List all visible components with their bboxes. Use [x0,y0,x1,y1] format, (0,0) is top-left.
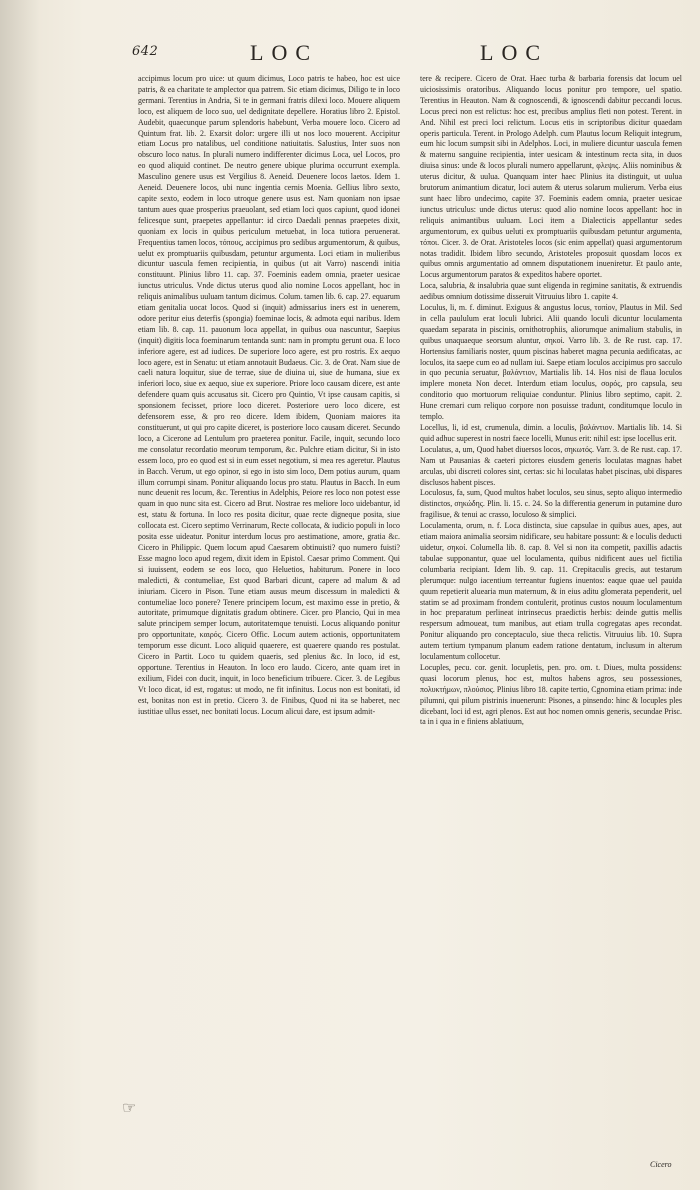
entry-locus-continued: tere & recipere. Cicero de Orat. Haec turba & barbaria forensis dat locum uel uiciosissimis oratoribus. Aliquando locus ponitur pro tempore, uel spatio. Terentius in Heauton. Nam & cognoscendi, & ignoscendi dabitur peccandi locus. Locus preci non est relictus: hoc est, precibus amplius fleti non potest. Terent. in And. Nihil est preci loci relictum. Locus etis in scriptoribus dicitur quaedam operis particula. Terent. in Prologo Adelph. cum Plautus locum Reliquit integrum, eum hic locum sumpsit sibi in Adelphos. Loci, in muliere dicuntur uascula femen & maternu sanguine recipientia, inter uesicam & intestinum recta sita, in duos diuisa sinus: unde & locos plurali numero appellarunt, φλεψις. Aliis nominibus & uterus dicitur, & uulua. Quanquam inter haec Plinius ita distinguit, ut uulua brutorum animantium dicatur, loci autem & uterus solarum mulierum. Verba eius sunt haec libro undecimo, capite 37. Foeminis eadem omnia, praeter uesicae iunctus utriculus: unde dictus uterus: quod alio nomine locos appellant: hoc in reliquis animantibus uuluam. Loci item a Dialecticis appellantur sedes argumentorum, ex quibus ueluti ex promptuariis quibusdam petuntur argumenta, τόποι. Cicer. 3. de Orat. Aristoteles locos (sic enim appellat) quasi argumentorum notas tradidit. Ibidem libro secundo, Aristoteles proposuit quosdam locos ex quibus omnis argumentatio ad omnem disputationem inueniretur. Et paulo ante, Locus argumentorum paratos & expeditos habere oportet. [420,74,682,280]
running-head-right: LOC [480,40,548,65]
left-paragraph: accipimus locum pro uice: ut quum dicimus, Loco patris te habeo, hoc est uice patris, & ea charitate te amplector qua patrem. Sic etiam dicimus, Diligo te in loco germani. Terentius in Andria, Si te in germani fratris dilexi loco. Mouere aliquem loco, est aliquem de loco suo, uel dedignitate depellere. Horatius libro 2. Epistol. Audebit, quaecunque parum splendoris habebunt, Verba mouere loco. Cicero ad Quintum frat. lib. 2. Exarsit dolor: urgere illi ut nos loco mouerent. Accipitur etiam Locus pro natalibus, uel conditione natiuitatis. Salustius, Inter suos non obscuro loco natus. In plurali numero indifferenter dicimus Loca, uel Locos, pro eo quod aliquid continet. De neutro genere ubique plurima occurrunt exempla. Masculino genere usus est Vergilius 8. Aeneid. Deuenere locos laetos. Idem 1. Aeneid. Deuenere locos, ubi nunc ingentia cernis Moenia. Gellius libro sexto, capite sexto, eodem in loco utroque genere usus est. Nam quoniam non ipsae tantum aues quae prosperius praeuolant, sed etiam loci quos capiunt, quod idonei felicesque sunt, praepetes appellantur: id circo Daedali pennas praepetes dixit, quoniam ex locis in quibus periculum metuebat, in loca tutiora peruenerat. Frequentius tamen locos, τόπους, accipimus pro sedibus argumentorum, & quibus, uelut ex promptuariis quibusdam, petuntur argumenta. Loci etiam in mulieribus dicuntur uascula femen recipientia, in quibus (ut ait Varro) nascendi initia constituunt. Plinius libro 11. cap. 37. Foeminis eadem omnia, praeter uesicae iunctus utriculus. Vnde dictus uterus quod alio nomine Locos appellant, hoc in reliquis animalibus uuluam tantum dicimus. Colum. tamen lib. 6. cap. 27. equarum etiam genitalia uocat locos. Quod si (inquit) admissarius iners est in uenerem, odore peritur eius deterfis (spongia) foeminae locis, & admota equi naribus. Idem etiam lib. 8. cap. 11. pauonum loca appellat, in quibus oua nascuntur, Saepius (inquit) digitis loca foeminarum tentanda sunt: nam in promptu gerunt oua. E loco inferiore agere, est ad iudices. De superiore loco agere, est pro rostris. Ex aequo loco agere, est in Senatu: ut etiam annotauit Budaeus. Cic. 3. de Orat. Nam siue de caeli natura loquitur, siue de terrae, siue de diuina ui, siue de humana, siue ex inferiori loco, siue ex aequo, siue ex superiore. Priore loco causam dicere, est ante defendere quam quis accusatus sit. Cicero pro Quintio, Vt ipse causam capitis, si sponsionem fecisset, priore loco diceret. Posteriore uero loco dicere, est defensorem esse, & pro reo dicere. Idem ibidem, Quoniam maiores ita constituerunt, ut qui pro capite diceret, is posteriore loco causam diceret. Secundo loco, a Cicerone ad Lentulum pro praeterea ponitur. Facile, inquit, secundo loco me consolatur recordatio meorum temporum, &c. Pulchre etiam dicitur, Si in isto essem loco, pro eo quod est si in eum esset negotium, si mea res ageretur. Plautus in Bacch. Verum, ut ego opinor, si ego in isto sim loco, Dem potius aurum, quam illum corrumpi sinam. Ponitur aliquando locus pro statu. Plautus in Bacch. In eum nunc deuenit res locum, &c. Terentius in Adelphis, Peiore res loco non potest esse quam in quo nunc sita est. Cicero ad Brut. Nostrae res meliore loco uidebantur, id est, statu & fortuna. In loco res posita dicitur, quae recte digneque posita, siue collocata est. Cicero septimo Verrinarum, Recte collocata, & iudicio populi in loco posita esse uideatur. Ponitur interdum locus pro aestimatione, amore, gratia &c. Cicero in Philippic. Quem locum apud Caesarem obtinuisti? quo numero fuisti? Esse magno loco apud regem, dixit idem in Epistol. Caesar primo Comment. Qui si iuuissent, eodem se eos loco, quo Heluetios, habiturum. Ponere in loco maledicti, & contumeliae, Est quod Barbari dicunt, capere ad malum & ad iniuriam. Cicero in Pison. Tune etiam ausus meum discessum in maledicti & contumeliae loco ponere? Tenere principem locum, est maximo esse in pretio, & autoritate, primumque dignitatis gradum obtinere. Cicer. pro Plancio, Qui in mea salute principem semper locum, autoritatemque tenuisti. Locus aliquando ponitur pro opportunitate, καιρός. Cicero Offic. Locum autem actionis, opportunitatem temporum esse dicunt. Loco aliquid quaerere, est quaerere quando res postulat. Cicero in Partit. Loco tu quidem quaeris, sed plenius &c. In loco, id est, opportune. Terentius in Heauton. In loco ero laudo. Cicero, ante quam iret in exilium, Fidei con ducit, inquit, in loco beneficium tribuere. Cicer. 3. de Legibus Vt loco dicat, id est, rogatus: ut modo, ne fit infinitus. Locus non est bonitati, id est, bonitas non est in pretio. Cicero 3. de Finibus, Quod ni ita se haberet, nec iustitiae ullus esset, nec bonitati locus. Locum alicui dare, est ipsum admit- [138,74,400,716]
catchword: Cicero [650,1160,672,1169]
entry-loculamenta: Loculamenta, orum, n. f. Loca distincta, siue capsulae in quibus aues, apes, aut etiam maiora animalia seorsim nidificare, seu habitare possunt: & e loculis deducti uidetur, σηκοί. Columella lib. 8. cap. 8. Vel si non ita competit, paxillis adactis tabulae supponantur, quae uel loculamenta, quibus nidificent aues uel fictilia columbaria recipiant. Idem lib. 9. cap. 11. Crepitaculis grecis, aut testarum plerumque: nulgo iacentium terreantur fugiens inuentos: eaque quae uel pauida quum repetierit aluearia mun maternum, & in eius aditu glomerata pependerit, uel statim se ad proximam frondem contulerit, protinus custos nouum loculamentum in hoc preparatum perlineat intrinsecus praedictis herbis: deinde guttis mellis respersum admoueat, tum manibus, aut etiam trulla cogregatas apes recondat. Ponitur aliquando pro conceptaculo, siue theca relictis. Vitruuius lib. 10. Supra autem tertium tympanum planum eadem ratione dentatum, inclusum in alterum loculamentum collocetur. [420,521,682,662]
entry-loca: Loca, salubria, & insalubria quae sunt eligenda in regimine sanitatis, & extruendis aedibus omnium dotissime disseruit Vitruuius libro 1. capite 4. [420,281,682,302]
entry-locuples: Locuples, pecu. cor. genit. locupletis, pen. pro. om. t. Diues, multa possidens: quasi locorum plenus, hoc est, multos habens agros, seu possessiones, πολυκτήμων, πλούσιος. Plinius libro 18. capite tertio, Cgnomina etiam prima: inde pilumni, qui pilum pistrinis inuenerunt: Pisones, a pinsendo: hinc & locuples ples dicebant, loci id est, agri plenos. Est aut hoc nomen omnis generis, secundae Prisc. ta in i qua in e finiens ablatiuum, [420,662,682,727]
running-head-left: LOC [250,40,318,65]
left-column [138,74,400,1154]
entry-loculus: Loculus, li, m. f. diminut. Exiguus & angustus locus, τοπίον, Plautus in Mil. Sed in cella paululum erat loculi lubrici. Alii quando loculi dicuntur loculamenta quaedam separata in piscinis, ornithotrophiis, aliorumque animalium stabulis, in quibus unaquaeque seorsum aluntur, σηκοί. Varro lib. 3. de Re rust. cap. 17. Hortensius familiaris noster, quum piscinas haberet magna pecunia aedificatas, ac loculos, ita saepe cum eo ad nullam iui. Saepe etiam loculos accipimus pro sacculo in quo pecunia seruatur, βαλάντιον, Martialis lib. 14. Hos nisi de flaua loculos implere moneta Non decet. Interdum etiam loculus, σορός, pro capsula, seu conditorio quo mortuorum reliquiae conduntur. Plinius libro septimo, capit. 2. Hune cremari cum reliquo corpore non posuisse tradunt, conditumque loculo in templo. [420,303,682,422]
manicule-mark-icon: ☞ [122,1098,137,1117]
entry-loculosus: Loculosus, fa, sum, Quod multos habet loculos, seu sinus, septo aliquo intermedio distinctos, σηκώδης. Plin. li. 15. c. 24. So la differentia generum in putamine duro fragilisue, & tenui ac crasso, loculoso & simplici. [420,488,682,520]
page-gutter-shadow [0,0,40,1190]
entry-loculatus: Loculatus, a, um, Quod habet diuersos locos, σηκωτός. Varr. 3. de Re rust. cap. 17. Nam ut Pausanias & caeteri pictores eiusdem generis loculatas magnas habet arculas, ubi discreti colores sint, certas: sic hi loculatas habet piscinas, ubi dispares disclusos habent pisces. [420,444,682,487]
entry-locellus: Locellus, li, id est, crumenula, dimin. a loculis, βαλάντιον. Martialis lib. 14. Si quid adhuc superest in nostri faece locelli, Munus erit: nihil est: ipse locellus erit. [420,423,682,443]
page-number: 642 [132,44,159,59]
right-column [420,74,682,1154]
